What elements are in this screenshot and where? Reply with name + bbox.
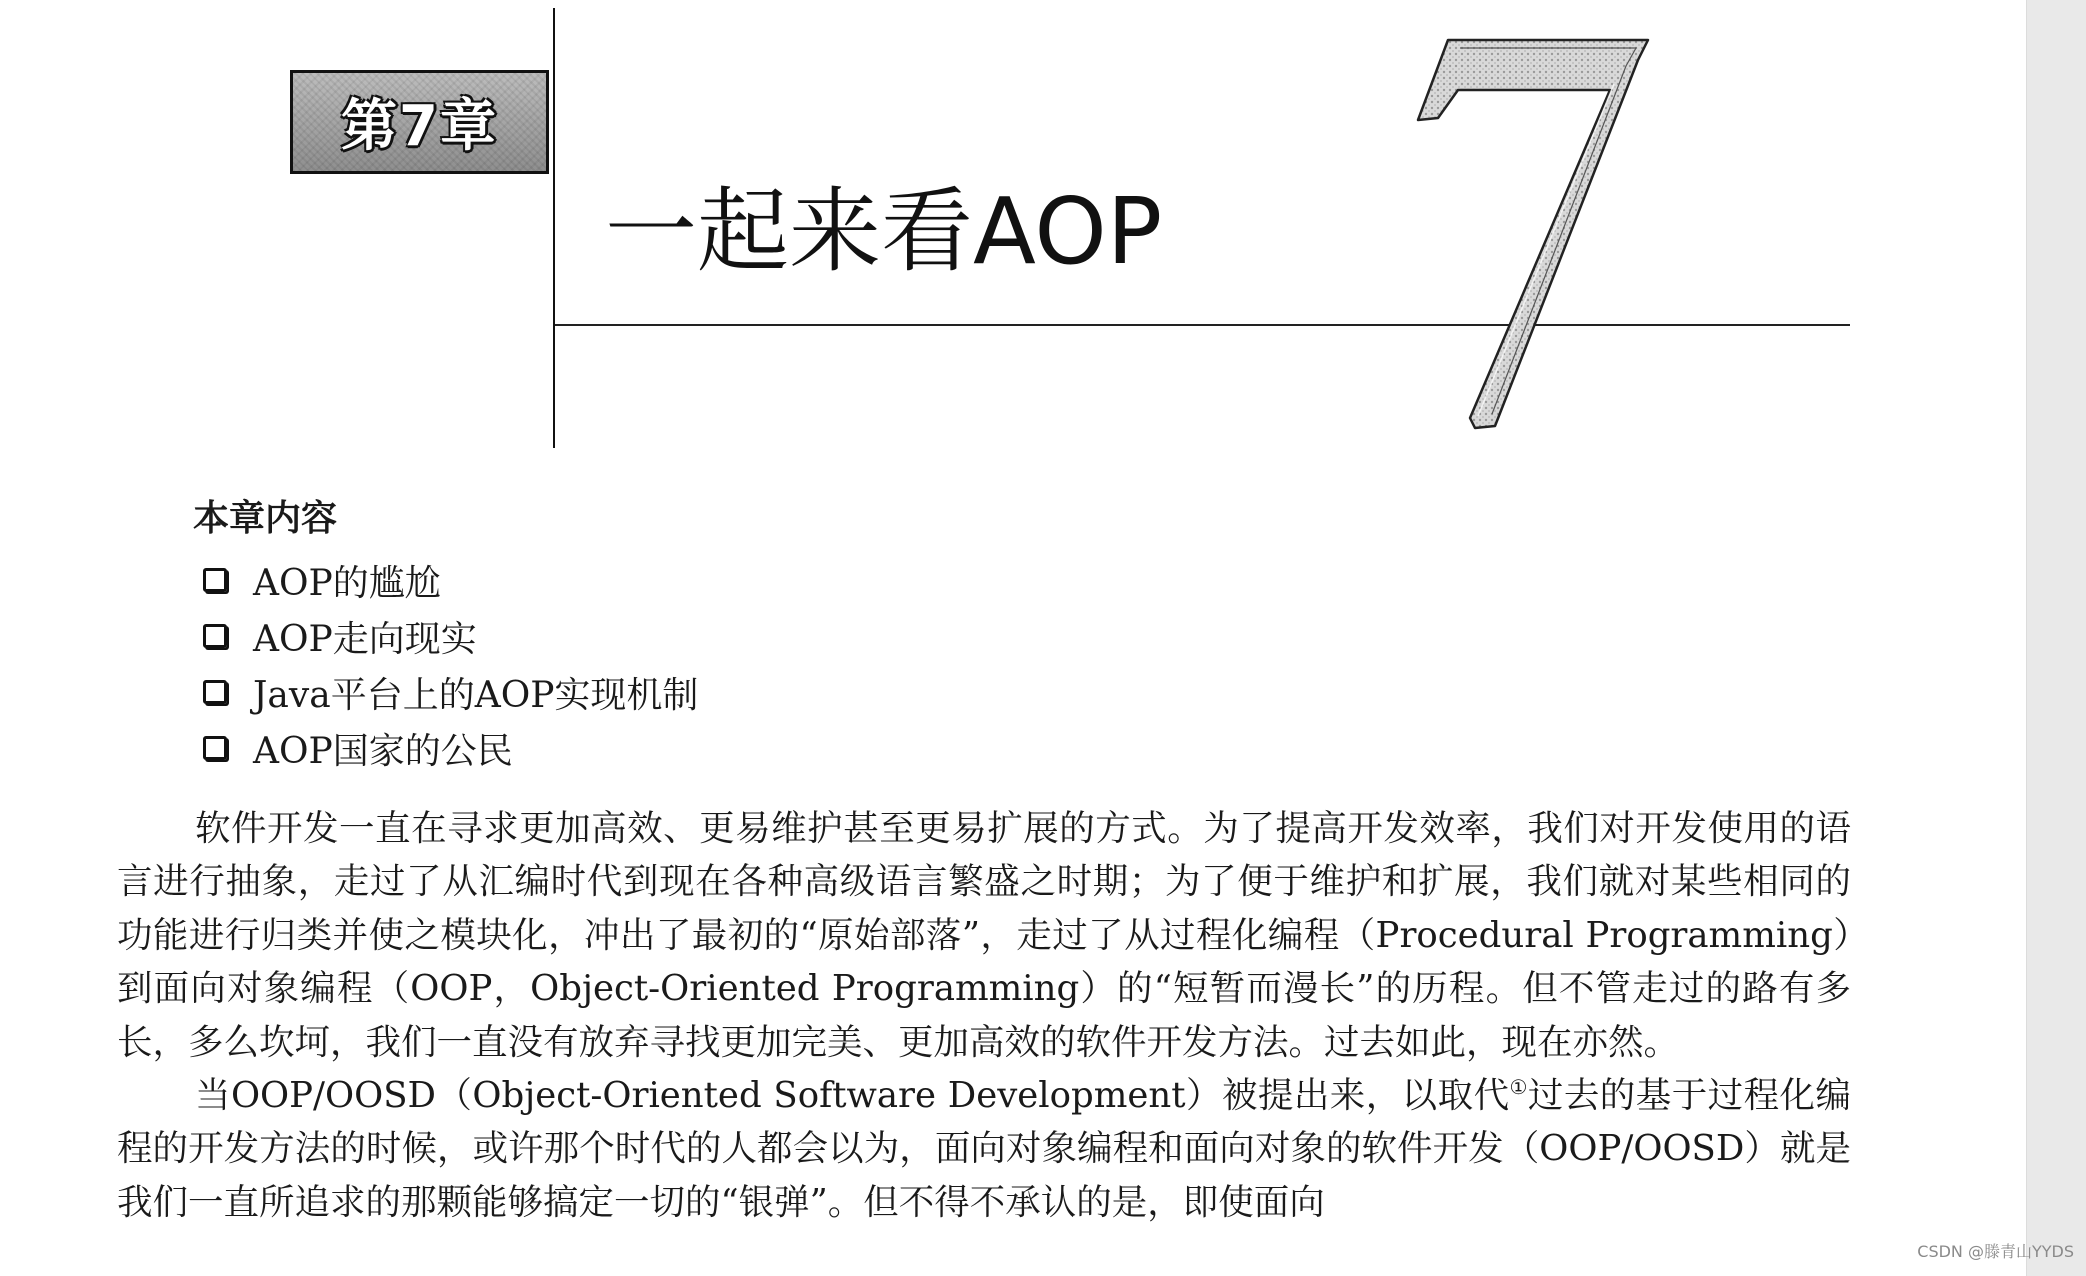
chapter-badge bbox=[290, 70, 549, 174]
list-item bbox=[203, 608, 698, 664]
list-item bbox=[203, 664, 698, 720]
paragraph-2-text-a: 当OOP/OOSD（Object-Oriented Software Development）被提出来，以取代 bbox=[195, 1075, 1510, 1117]
chapter-badge-label: 第7章 bbox=[341, 94, 498, 159]
contents-item-label: Java平台上的AOP实现机制 bbox=[253, 674, 699, 716]
contents-item-label: AOP国家的公民 bbox=[253, 730, 513, 772]
paragraph-2-text-b: 过去的基于过程化编程的开发方法的时候，或许那个时代的人都会以为，面向对象编程和面向对象的软件开发（OOP/OOSD）就是我们一直所追求的那颗能够搞定一切的“银弹”。但不得不承认的是，即使面向 bbox=[117, 1075, 1851, 1223]
checkbox-bullet-icon bbox=[203, 736, 227, 760]
contents-item-label: AOP的尴尬 bbox=[253, 562, 441, 604]
list-item bbox=[203, 552, 698, 608]
checkbox-bullet-icon bbox=[203, 568, 227, 592]
contents-item-label: AOP走向现实 bbox=[253, 618, 477, 660]
contents-list bbox=[203, 552, 698, 776]
chapter-number-seven-graphic bbox=[1400, 28, 1660, 438]
paragraph-1: 软件开发一直在寻求更加高效、更易维护甚至更易扩展的方式。为了提高开发效率，我们对开发使用的语言进行抽象，走过了从汇编时代到现在各种高级语言繁盛之时期；为了便于维护和扩展，我们就对某些相同的功能进行归类并使之模块化，冲出了最初的“原始部落”，走过了从过程化编程（Procedural Programming）到面向对象编程（OOP，Object-Oriented Programming）的“短暂而漫长”的历程。但不管走过的路有多长，多么坎坷，我们一直没有放弃寻找更加完美、更加高效的软件开发方法。过去如此，现在亦然。 bbox=[117, 808, 1851, 1063]
checkbox-bullet-icon bbox=[203, 624, 227, 648]
list-item bbox=[203, 720, 698, 776]
watermark: CSDN @滕青山YYDS bbox=[1917, 1242, 2074, 1261]
page-margin-strip bbox=[2026, 0, 2086, 1276]
paragraph-2 bbox=[117, 1069, 1851, 1229]
header-vertical-rule bbox=[553, 8, 555, 448]
body-text bbox=[117, 802, 1851, 1229]
checkbox-bullet-icon bbox=[203, 680, 227, 704]
chapter-title: 一起来看AOP bbox=[605, 178, 1163, 285]
footnote-marker: ① bbox=[1509, 1075, 1528, 1100]
contents-heading: 本章内容 bbox=[193, 498, 338, 539]
